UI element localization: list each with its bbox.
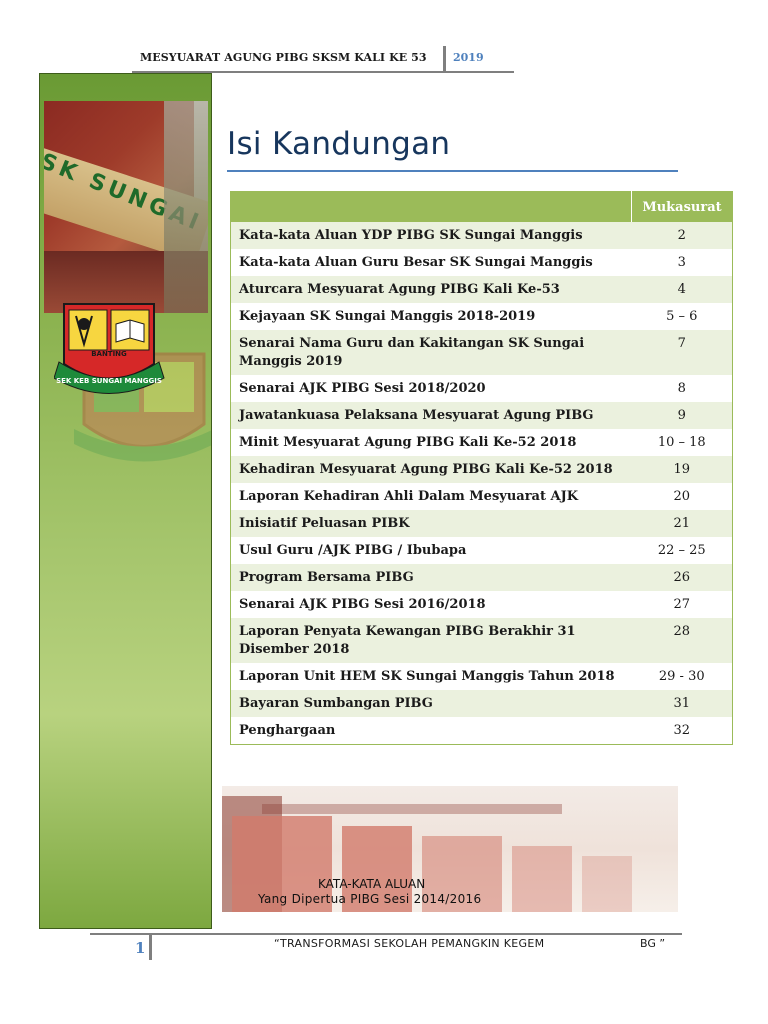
toc-entry-page: 31: [632, 690, 733, 717]
toc-entry-page: 7: [632, 330, 733, 375]
toc-entry-page: 3: [632, 249, 733, 276]
header-title: MESYUARAT AGUNG PIBG SKSM KALI KE 53: [140, 51, 427, 64]
toc-entry-page: 4: [632, 276, 733, 303]
table-row: [231, 618, 733, 663]
toc-table: [230, 191, 733, 745]
toc-entry-label: Laporan Kehadiran Ahli Dalam Mesyuarat AJK: [231, 483, 632, 510]
table-row: [231, 222, 733, 249]
table-row: [231, 690, 733, 717]
toc-entry-page: 22 – 25: [632, 537, 733, 564]
toc-entry-label: Senarai Nama Guru dan Kakitangan SK Sungai Manggis 2019: [231, 330, 632, 375]
toc-header-page: Mukasurat: [632, 192, 733, 223]
header-year: 2019: [453, 51, 484, 64]
table-row: [231, 330, 733, 375]
footer-rule: [90, 933, 682, 935]
toc-entry-label: Laporan Penyata Kewangan PIBG Berakhir 31 Disember 2018: [231, 618, 632, 663]
table-row: [231, 276, 733, 303]
title-rule: [227, 170, 678, 172]
toc-entry-label: Jawatankuasa Pelaksana Mesyuarat Agung PIBG: [231, 402, 632, 429]
toc-entry-page: 26: [632, 564, 733, 591]
crest-top-text: BANTING: [91, 350, 127, 358]
school-photo: [44, 101, 208, 313]
toc-entry-page: 10 – 18: [632, 429, 733, 456]
toc-entry-page: 28: [632, 618, 733, 663]
footer-slogan-end: BG ”: [640, 937, 666, 950]
sidebar-panel: [39, 73, 212, 929]
toc-entry-page: 21: [632, 510, 733, 537]
crest-logo-icon: [54, 294, 212, 494]
school-crest: [54, 294, 212, 494]
toc-entry-label: Senarai AJK PIBG Sesi 2018/2020: [231, 375, 632, 402]
toc-entry-page: 2: [632, 222, 733, 249]
table-row: [231, 402, 733, 429]
crest-motto-text: SEK KEB SUNGAI MANGGIS: [56, 377, 162, 385]
toc-entry-page: 27: [632, 591, 733, 618]
toc-entry-label: Aturcara Mesyuarat Agung PIBG Kali Ke-53: [231, 276, 632, 303]
table-row: [231, 537, 733, 564]
table-row: [231, 591, 733, 618]
toc-entry-label: Kejayaan SK Sungai Manggis 2018-2019: [231, 303, 632, 330]
table-row: [231, 483, 733, 510]
toc-entry-label: Senarai AJK PIBG Sesi 2016/2018: [231, 591, 632, 618]
toc-header-topic: [231, 192, 632, 223]
toc-entry-label: Usul Guru /AJK PIBG / Ibubapa: [231, 537, 632, 564]
toc-entry-page: 8: [632, 375, 733, 402]
table-row: [231, 303, 733, 330]
toc-entry-page: 29 - 30: [632, 663, 733, 690]
toc-entry-page: 19: [632, 456, 733, 483]
footer-divider: [149, 935, 152, 960]
toc-entry-page: 20: [632, 483, 733, 510]
toc-entry-label: Kehadiran Mesyuarat Agung PIBG Kali Ke-52 2018: [231, 456, 632, 483]
page-title: Isi Kandungan: [227, 126, 451, 162]
toc-entry-label: Minit Mesyuarat Agung PIBG Kali Ke-52 2018: [231, 429, 632, 456]
bottom-heading: KATA-KATA ALUAN: [318, 877, 426, 891]
toc-entry-label: Program Bersama PIBG: [231, 564, 632, 591]
header-divider: [443, 46, 446, 72]
toc-header-row: [231, 192, 733, 223]
toc-entry-page: 9: [632, 402, 733, 429]
table-row: [231, 717, 733, 745]
table-row: [231, 249, 733, 276]
toc-entry-label: Laporan Unit HEM SK Sungai Manggis Tahun 2018: [231, 663, 632, 690]
toc-entry-label: Kata-kata Aluan Guru Besar SK Sungai Manggis: [231, 249, 632, 276]
bottom-subheading: Yang Dipertua PIBG Sesi 2014/2016: [258, 892, 482, 906]
toc-entry-label: Kata-kata Aluan YDP PIBG SK Sungai Manggis: [231, 222, 632, 249]
page-number: 1: [135, 939, 146, 957]
toc-entry-label: Penghargaan: [231, 717, 632, 745]
table-row: [231, 510, 733, 537]
toc-entry-label: Bayaran Sumbangan PIBG: [231, 690, 632, 717]
toc-entry-label: Inisiatif Peluasan PIBK: [231, 510, 632, 537]
table-row: [231, 564, 733, 591]
table-row: [231, 456, 733, 483]
toc-entry-page: 5 – 6: [632, 303, 733, 330]
table-row: [231, 375, 733, 402]
toc-entry-page: 32: [632, 717, 733, 745]
table-row: [231, 663, 733, 690]
table-row: [231, 429, 733, 456]
footer-slogan: “TRANSFORMASI SEKOLAH PEMANGKIN KEGEM: [274, 937, 545, 950]
